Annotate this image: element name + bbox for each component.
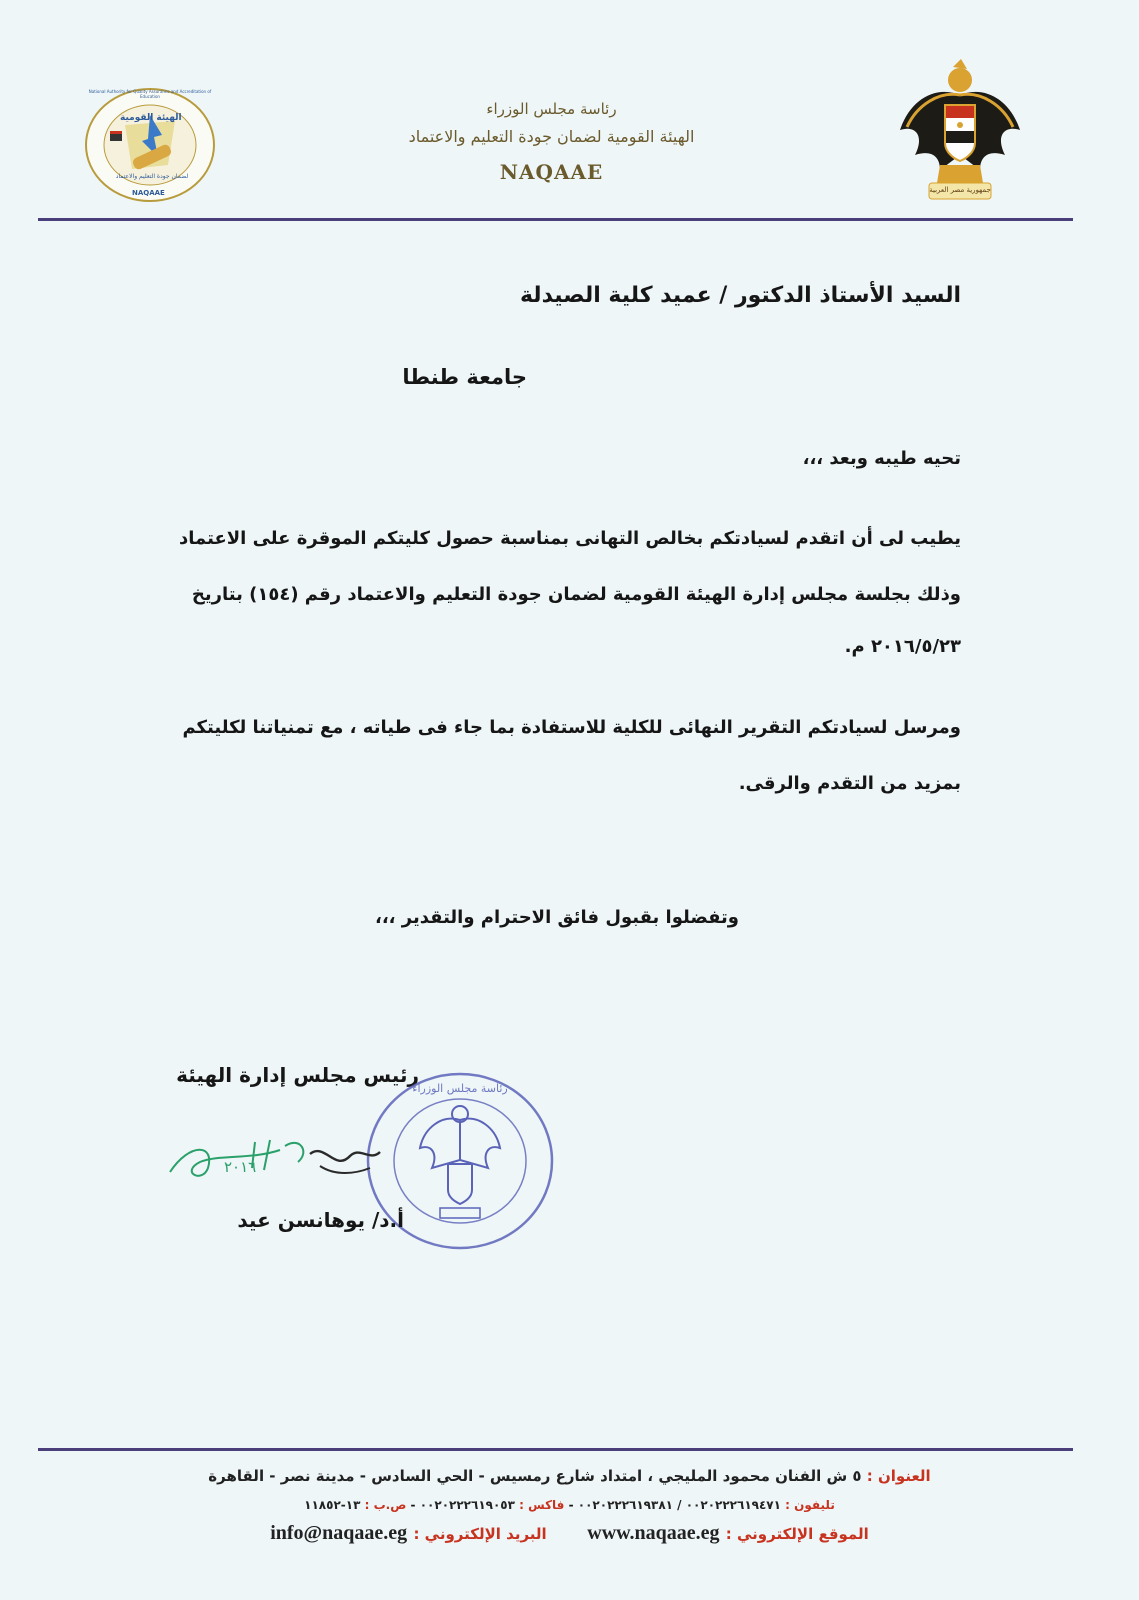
fax-label: فاكس :: [519, 1498, 565, 1512]
body-line-1: يطيب لى أن اتقدم لسيادتكم بخالص التهانى بمناسبة حصول كليتكم الموقرة على الاعتماد: [179, 528, 961, 549]
footer-contacts: تليفون : ٠٠٢٠٢٢٢٦١٩٤٧١ / ٠٠٢٠٢٢٢٦١٩٣٨١ - فاكس : ٠٠٢٠٢٢٢٦١٩٠٥٣ - ص.ب : ١٣-١١٨٥٢: [304, 1498, 835, 1512]
phone-label: تليفون :: [785, 1498, 835, 1512]
signatory-title: رئيس مجلس إدارة الهيئة: [176, 1063, 419, 1087]
acronym-title: NAQAAE: [499, 160, 604, 184]
naqaae-logo-subtitle: لضمان جودة التعليم والاعتماد: [115, 173, 189, 180]
website-label: الموقع الإلكتروني :: [725, 1525, 869, 1543]
greeting: تحيه طيبه وبعد ،،،: [802, 448, 961, 469]
footer-web: [0, 1522, 1139, 1545]
pobox-label: ص.ب :: [364, 1498, 407, 1512]
website-link[interactable]: www.naqaae.eg: [587, 1522, 720, 1544]
footer-rule: [38, 1448, 1073, 1451]
email-link[interactable]: info@naqaae.eg: [270, 1522, 408, 1544]
signature-date: ٢٠١٦: [224, 1158, 257, 1176]
naqaae-logo-acronym: NAQAAE: [132, 189, 165, 197]
stamp-text: رئاسة مجلس الوزراء: [412, 1082, 508, 1095]
authority-title: الهيئة القومية لضمان جودة التعليم والاعتماد: [408, 127, 695, 146]
body-line-5: بمزيد من التقدم والرقى.: [738, 773, 961, 794]
addressee: السيد الأستاذ الدكتور / عميد كلية الصيدلة: [519, 283, 961, 308]
pobox-value: ١٣-١١٨٥٢: [304, 1498, 361, 1512]
naqaae-logo-name: الهيئة القومية: [120, 113, 182, 123]
signatory-name: أ.د/ يوهانسن عيد: [237, 1208, 404, 1232]
signature: [160, 1132, 390, 1192]
university-name: جامعة طنطا: [402, 365, 527, 389]
body-line-4: ومرسل لسيادتكم التقرير النهائى للكلية للاستفادة بما جاء فى طياته ، مع تمنياتنا لكليتكم: [182, 717, 961, 738]
emblem-caption: جمهورية مصر العربية: [929, 186, 991, 194]
naqaae-logo-ring-text: National Authority for Quality Assurance and Accreditation of Education: [88, 89, 212, 99]
body-line-2: وذلك بجلسة مجلس إدارة الهيئة القومية لضمان جودة التعليم والاعتماد رقم (١٥٤) بتاريخ: [191, 584, 961, 605]
eagle-emblem: [895, 55, 1025, 205]
body-line-3: ٢٠١٦/٥/٢٣ م.: [844, 636, 961, 657]
footer-address: [0, 1467, 1139, 1485]
email-label: البريد الإلكتروني :: [413, 1525, 547, 1543]
closing: وتفضلوا بقبول فائق الاحترام والتقدير ،،،: [374, 907, 739, 928]
header-rule: [38, 218, 1073, 221]
ministry-title: رئاسة مجلس الوزراء: [486, 100, 617, 118]
fax-value: ٠٠٢٠٢٢٢٦١٩٠٥٣: [419, 1498, 515, 1512]
phone-value: ٠٠٢٠٢٢٢٦١٩٤٧١ / ٠٠٢٠٢٢٢٦١٩٣٨١: [577, 1498, 781, 1512]
address-label: العنوان :: [866, 1467, 931, 1485]
address-value: ٥ ش الفنان محمود المليجي ، امتداد شارع رمسيس - الحي السادس - مدينة نصر - القاهرة: [208, 1467, 862, 1485]
